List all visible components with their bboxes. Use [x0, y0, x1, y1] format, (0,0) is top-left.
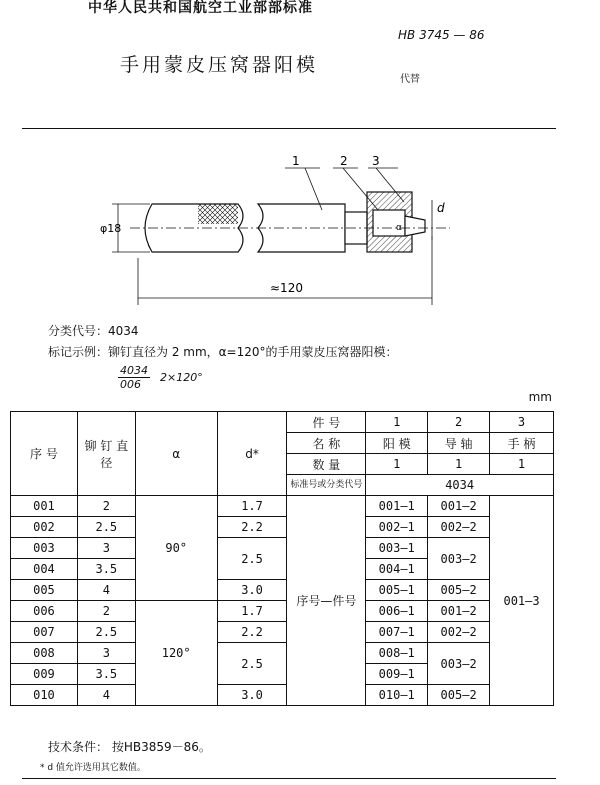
- header-std-code: 标准号或分类代号: [287, 475, 366, 496]
- classification-code: 分类代号：4034: [48, 324, 139, 338]
- part-qty-2: 1: [428, 454, 490, 475]
- part-name-1: 阳 模: [366, 433, 428, 454]
- standard-code: HB 3745 — 86: [398, 28, 485, 42]
- header-d: d*: [217, 412, 287, 496]
- table-row-seq: 009: [11, 664, 78, 685]
- table-row-d: 1.7: [217, 601, 287, 622]
- table-row-p2: 001—2: [428, 601, 490, 622]
- header-seq: 序 号: [11, 412, 78, 496]
- table-row-p1: 002—1: [366, 517, 428, 538]
- table-row-seq: 010: [11, 685, 78, 706]
- unit-label: mm: [528, 390, 552, 404]
- table-row-dia: 2: [77, 496, 135, 517]
- technical-drawing: [0, 140, 600, 315]
- handle-part-cell: 001—3: [490, 496, 554, 706]
- part-name-2: 导 轴: [428, 433, 490, 454]
- table-row-seq: 005: [11, 580, 78, 601]
- table-row-p1: 003—1: [366, 538, 428, 559]
- technical-conditions: 技术条件： 按HB3859－86。: [48, 740, 211, 754]
- callout-2: 2: [340, 154, 348, 168]
- marking-fraction-numerator: 4034: [120, 364, 148, 377]
- table-row-p2: 003—2: [428, 643, 490, 685]
- header-part-no: 件 号: [287, 412, 366, 433]
- part-name-3: 手 柄: [490, 433, 554, 454]
- table-row-p1: 007—1: [366, 622, 428, 643]
- header-qty: 数 量: [287, 454, 366, 475]
- table-row-p2: 002—2: [428, 622, 490, 643]
- table-row-dia: 2: [77, 601, 135, 622]
- table-row-d: 3.0: [217, 580, 287, 601]
- marking-fraction-denominator: 006: [120, 378, 141, 391]
- table-row-p2: 001—2: [428, 496, 490, 517]
- alpha-90-cell: 90°: [135, 496, 217, 601]
- header-divider: [22, 128, 556, 129]
- marking-example: 标记示例：铆钉直径为 2 mm，α=120°的手用蒙皮压窝器阳模：: [48, 345, 398, 359]
- part-no-2: 2: [428, 412, 490, 433]
- table-row-p1: 004—1: [366, 559, 428, 580]
- table-row-dia: 2.5: [77, 517, 135, 538]
- table-row-dia: 4: [77, 580, 135, 601]
- table-row-seq: 001: [11, 496, 78, 517]
- table-row-d: 1.7: [217, 496, 287, 517]
- page-title: 手用蒙皮压窝器阳模: [120, 54, 319, 76]
- table-row-p2: 002—2: [428, 517, 490, 538]
- replaces-label: 代替: [400, 74, 420, 85]
- part-qty-3: 1: [490, 454, 554, 475]
- spec-table: [10, 411, 554, 706]
- table-row-p1: 001—1: [366, 496, 428, 517]
- part-no-3: 3: [490, 412, 554, 433]
- std-code-value: 4034: [366, 475, 554, 496]
- dim-diameter-label: φ18: [100, 222, 122, 235]
- table-row-p1: 006—1: [366, 601, 428, 622]
- dim-alpha-label: α: [396, 223, 402, 233]
- dim-d-label: d: [437, 201, 445, 215]
- table-row-seq: 004: [11, 559, 78, 580]
- alpha-120-cell: 120°: [135, 601, 217, 706]
- table-row-p2: 003—2: [428, 538, 490, 580]
- table-row-d: 2.2: [217, 517, 287, 538]
- table-row-d: 2.5: [217, 643, 287, 685]
- table-row-p1: 008—1: [366, 643, 428, 664]
- table-row-p1: 005—1: [366, 580, 428, 601]
- callout-1: 3: [372, 154, 380, 168]
- table-row-seq: 003: [11, 538, 78, 559]
- part-qty-1: 1: [366, 454, 428, 475]
- table-row-seq: 007: [11, 622, 78, 643]
- table-row-dia: 3: [77, 538, 135, 559]
- footnote: * d 值允许选用其它数值。: [40, 763, 146, 773]
- table-row-dia: 4: [77, 685, 135, 706]
- table-row-dia: 3: [77, 643, 135, 664]
- table-row-p2: 005—2: [428, 580, 490, 601]
- seq-part-mapping-cell: 序号—件号: [287, 496, 366, 706]
- table-row-d: 3.0: [217, 685, 287, 706]
- header-name: 名 称: [287, 433, 366, 454]
- table-row-seq: 002: [11, 517, 78, 538]
- footer-divider: [22, 778, 556, 779]
- table-row-p1: 010—1: [366, 685, 428, 706]
- table-row-dia: 3.5: [77, 664, 135, 685]
- table-row-dia: 3.5: [77, 559, 135, 580]
- callout-3: 1: [292, 154, 300, 168]
- table-row-dia: 2.5: [77, 622, 135, 643]
- header-alpha: α: [135, 412, 217, 496]
- marking-fraction-spec: 2×120°: [160, 371, 203, 384]
- table-row-p2: 005—2: [428, 685, 490, 706]
- table-row-p1: 009—1: [366, 664, 428, 685]
- standard-org-title: 中华人民共和国航空工业部部标准: [88, 0, 313, 16]
- table-row-d: 2.5: [217, 538, 287, 580]
- table-row-d: 2.2: [217, 622, 287, 643]
- part-no-1: 1: [366, 412, 428, 433]
- table-row-seq: 008: [11, 643, 78, 664]
- dim-length-label: ≈120: [270, 281, 303, 295]
- table-row-seq: 006: [11, 601, 78, 622]
- header-rivet-dia: 铆 钉 直 径: [77, 412, 135, 496]
